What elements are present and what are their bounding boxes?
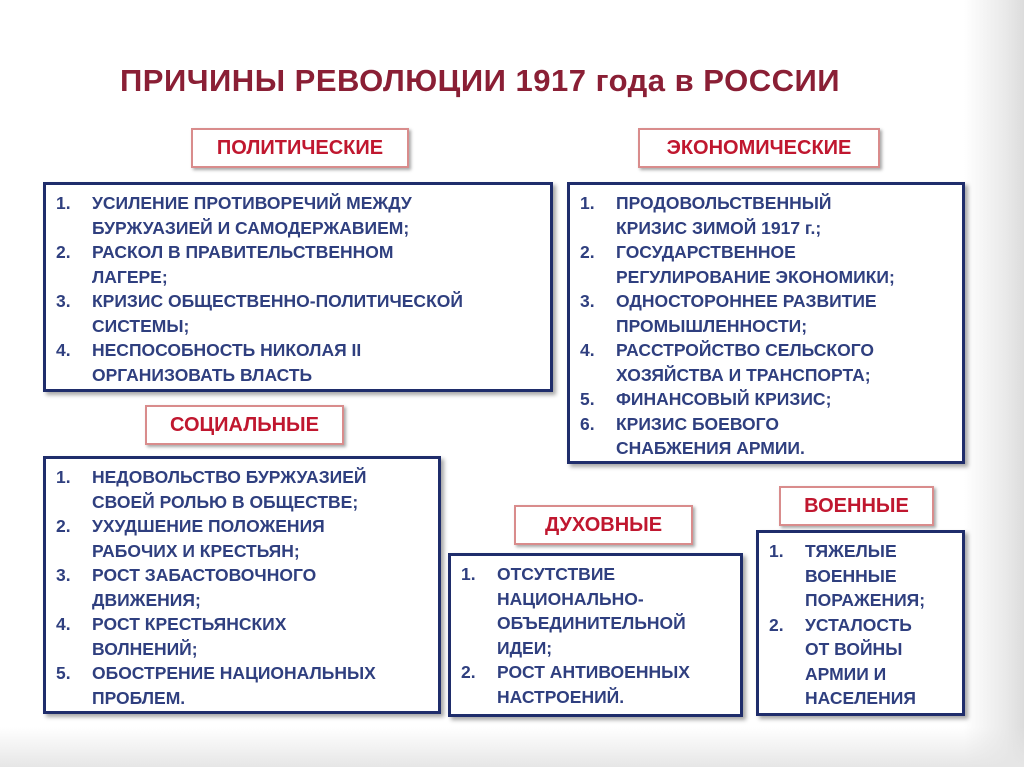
item-number: 4. bbox=[56, 614, 71, 634]
box-economic bbox=[567, 182, 965, 464]
economic-item bbox=[580, 387, 954, 412]
item-text: РАССТРОЙСТВО СЕЛЬСКОГО ХОЗЯЙСТВА И ТРАНСПОРТА; bbox=[616, 340, 875, 385]
item-number: 2. bbox=[580, 242, 595, 262]
political-item bbox=[56, 191, 542, 240]
list-economic bbox=[580, 191, 954, 461]
item-text: ПРОДОВОЛЬСТВЕННЫЙ КРИЗИС ЗИМОЙ 1917 г.; bbox=[616, 193, 832, 238]
item-number: 3. bbox=[56, 565, 71, 585]
list-spiritual bbox=[461, 562, 732, 709]
heading-spiritual: ДУХОВНЫЕ bbox=[514, 505, 693, 545]
heading-military: ВОЕННЫЕ bbox=[779, 486, 934, 526]
item-number: 2. bbox=[461, 662, 476, 682]
heading-economic: ЭКОНОМИЧЕСКИЕ bbox=[638, 128, 880, 168]
social-item bbox=[56, 514, 430, 563]
item-number: 4. bbox=[56, 340, 71, 360]
item-number: 2. bbox=[769, 614, 784, 635]
item-text: ТЯЖЕЛЫЕ ВОЕННЫЕ ПОРАЖЕНИЯ; bbox=[805, 541, 926, 610]
item-text: РОСТ АНТИВОЕННЫХ НАСТРОЕНИЙ. bbox=[497, 662, 690, 707]
box-political bbox=[43, 182, 553, 392]
military-item bbox=[769, 613, 954, 711]
item-number: 1. bbox=[56, 467, 71, 487]
item-text: КРИЗИС БОЕВОГО СНАБЖЕНИЯ АРМИИ. bbox=[616, 413, 805, 458]
box-spiritual bbox=[448, 553, 743, 717]
box-social bbox=[43, 456, 441, 714]
item-number: 2. bbox=[56, 242, 71, 262]
slide-edge-shadow-bottom bbox=[0, 727, 1024, 767]
heading-political: ПОЛИТИЧЕСКИЕ bbox=[191, 128, 409, 168]
social-item bbox=[56, 563, 430, 612]
item-text: ФИНАНСОВЫЙ КРИЗИС; bbox=[616, 389, 832, 409]
political-item bbox=[56, 240, 542, 289]
item-number: 2. bbox=[56, 516, 71, 536]
item-text: НЕДОВОЛЬСТВО БУРЖУАЗИЕЙ СВОЕЙ РОЛЬЮ В ОБЩЕСТВЕ; bbox=[92, 467, 367, 512]
item-text: УСИЛЕНИЕ ПРОТИВОРЕЧИЙ МЕЖДУ БУРЖУАЗИЕЙ И САМОДЕРЖАВИЕМ; bbox=[92, 193, 412, 238]
item-text: УСТАЛОСТЬ ОТ ВОЙНЫ АРМИИ И НАСЕЛЕНИЯ bbox=[805, 614, 916, 708]
list-political bbox=[56, 191, 542, 387]
economic-item bbox=[580, 338, 954, 387]
item-number: 1. bbox=[769, 541, 784, 561]
slide-edge-shadow-right bbox=[964, 0, 1024, 767]
item-number: 3. bbox=[580, 291, 595, 311]
item-text: УХУДШЕНИЕ ПОЛОЖЕНИЯ РАБОЧИХ И КРЕСТЬЯН; bbox=[92, 516, 325, 561]
item-text: ГОСУДАРСТВЕННОЕ РЕГУЛИРОВАНИЕ ЭКОНОМИКИ; bbox=[616, 242, 895, 287]
item-number: 1. bbox=[580, 193, 595, 213]
economic-item bbox=[580, 412, 954, 461]
item-text: ОДНОСТОРОННЕЕ РАЗВИТИЕ ПРОМЫШЛЕННОСТИ; bbox=[616, 291, 877, 336]
list-social bbox=[56, 465, 430, 710]
social-item bbox=[56, 612, 430, 661]
item-number: 1. bbox=[56, 193, 71, 213]
economic-item bbox=[580, 191, 954, 240]
item-number: 5. bbox=[580, 389, 595, 409]
item-text: РОСТ КРЕСТЬЯНСКИХ ВОЛНЕНИЙ; bbox=[92, 614, 287, 659]
social-item bbox=[56, 661, 430, 710]
spiritual-item bbox=[461, 562, 732, 660]
item-text: КРИЗИС ОБЩЕСТВЕННО-ПОЛИТИЧЕСКОЙ СИСТЕМЫ; bbox=[92, 291, 463, 336]
box-military bbox=[756, 530, 965, 716]
item-text: РОСТ ЗАБАСТОВОЧНОГО ДВИЖЕНИЯ; bbox=[92, 565, 317, 610]
political-item bbox=[56, 338, 542, 387]
item-text: ОТСУТСТВИЕ НАЦИОНАЛЬНО- ОБЪЕДИНИТЕЛЬНОЙ ИДЕИ; bbox=[497, 564, 686, 658]
social-item bbox=[56, 465, 430, 514]
political-item bbox=[56, 289, 542, 338]
page-title: ПРИЧИНЫ РЕВОЛЮЦИИ 1917 года в РОССИИ bbox=[120, 63, 841, 98]
item-text: НЕСПОСОБНОСТЬ НИКОЛАЯ II ОРГАНИЗОВАТЬ ВЛАСТЬ bbox=[92, 340, 362, 385]
military-item bbox=[769, 539, 954, 613]
item-text: ОБОСТРЕНИЕ НАЦИОНАЛЬНЫХ ПРОБЛЕМ. bbox=[92, 663, 376, 708]
item-text: РАСКОЛ В ПРАВИТЕЛЬСТВЕННОМ ЛАГЕРЕ; bbox=[92, 242, 394, 287]
spiritual-item bbox=[461, 660, 732, 709]
item-number: 5. bbox=[56, 663, 71, 683]
item-number: 4. bbox=[580, 340, 595, 360]
heading-social: СОЦИАЛЬНЫЕ bbox=[145, 405, 344, 445]
item-number: 6. bbox=[580, 413, 595, 434]
economic-item bbox=[580, 240, 954, 289]
item-number: 3. bbox=[56, 291, 71, 311]
economic-item bbox=[580, 289, 954, 338]
list-military bbox=[769, 539, 954, 711]
item-number: 1. bbox=[461, 564, 476, 584]
